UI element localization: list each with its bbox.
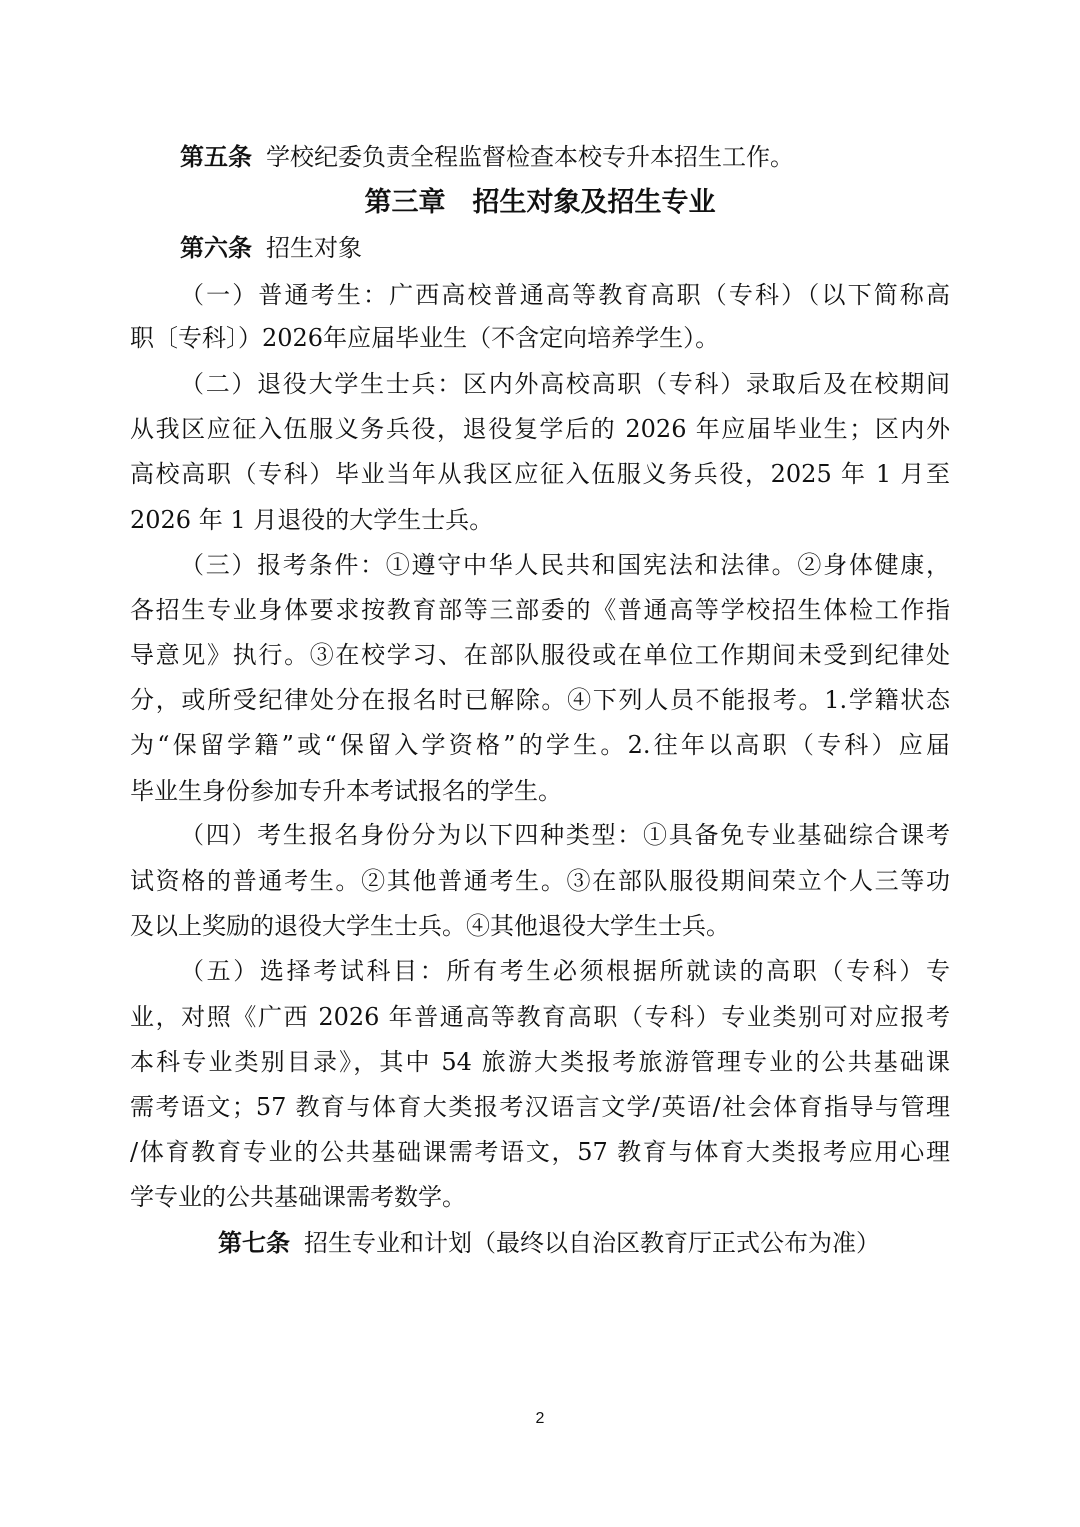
- paragraph-3-line: 分，或所受纪律处分在报名时已解除。④下列人员不能报考。1.学籍状态: [130, 686, 950, 714]
- chapter-title: 第三章 招生对象及招生专业: [364, 187, 716, 218]
- paragraph-5-line: 学专业的公共基础课需考数学。: [130, 1183, 466, 1211]
- paragraph-3-line: 毕业生身份参加专升本考试报名的学生。: [130, 777, 562, 805]
- paragraph-4-line: 及以上奖励的退役大学生士兵。④其他退役大学生士兵。: [130, 912, 730, 940]
- paragraph-3-line: 为“保留学籍”或“保留入学资格”的学生。2.往年以高职（专科）应届: [130, 731, 950, 759]
- article-7: [218, 1228, 950, 1258]
- paragraph-5-line: 本科专业类别目录》，其中 54 旅游大类报考旅游管理专业的公共基础课: [130, 1048, 950, 1076]
- article-6-head: 第六条: [180, 233, 252, 262]
- paragraph-2-line: 高校高职（专科）毕业当年从我区应征入伍服义务兵役，2025 年 1 月至: [130, 460, 950, 488]
- article-7-text: 招生专业和计划（最终以自治区教育厅正式公布为准）: [304, 1229, 880, 1257]
- article-5-text: 学校纪委负责全程监督检查本校专升本招生工作。: [266, 143, 794, 171]
- article-7-head: 第七条: [218, 1228, 290, 1257]
- paragraph-3-line: 各招生专业身体要求按教育部等三部委的《普通高等学校招生体检工作指: [130, 596, 950, 624]
- paragraph-1-line: 职〔专科〕）2026年应届毕业生（不含定向培养学生）。: [130, 324, 720, 352]
- article-6-text: 招生对象: [266, 234, 362, 262]
- paragraph-4-line: （四）考生报名身份分为以下四种类型：①具备免专业基础综合课考: [180, 821, 950, 849]
- paragraph-5-line: 业，对照《广西 2026 年普通高等教育高职（专科）专业类别可对应报考: [130, 1003, 950, 1031]
- paragraph-3-line: （三）报考条件：①遵守中华人民共和国宪法和法律。②身体健康，: [180, 551, 950, 579]
- paragraph-5-line: /体育教育专业的公共基础课需考语文，57 教育与体育大类报考应用心理: [130, 1138, 950, 1166]
- paragraph-2-line: （二）退役大学生士兵：区内外高校高职（专科）录取后及在校期间: [180, 370, 950, 398]
- paragraph-5-line: （五）选择考试科目：所有考生必须根据所就读的高职（专科）专: [180, 957, 950, 985]
- paragraph-4-line: 试资格的普通考生。②其他普通考生。③在部队服役期间荣立个人三等功: [130, 867, 950, 895]
- article-5: [180, 142, 950, 172]
- paragraph-2-line: 2026 年 1 月退役的大学生士兵。: [130, 506, 494, 534]
- paragraph-5-line: 需考语文；57 教育与体育大类报考汉语言文学/英语/社会体育指导与管理: [130, 1093, 950, 1121]
- article-6: [180, 233, 950, 263]
- article-5-head: 第五条: [180, 142, 252, 171]
- page-number: 2: [535, 1410, 545, 1427]
- paragraph-2-line: 从我区应征入伍服义务兵役，退役复学后的 2026 年应届毕业生；区内外: [130, 415, 950, 443]
- paragraph-1-line: （一）普通考生：广西高校普通高等教育高职（专科）（以下简称高: [180, 281, 950, 309]
- paragraph-3-line: 导意见》执行。③在校学习、在部队服役或在单位工作期间未受到纪律处: [130, 641, 950, 669]
